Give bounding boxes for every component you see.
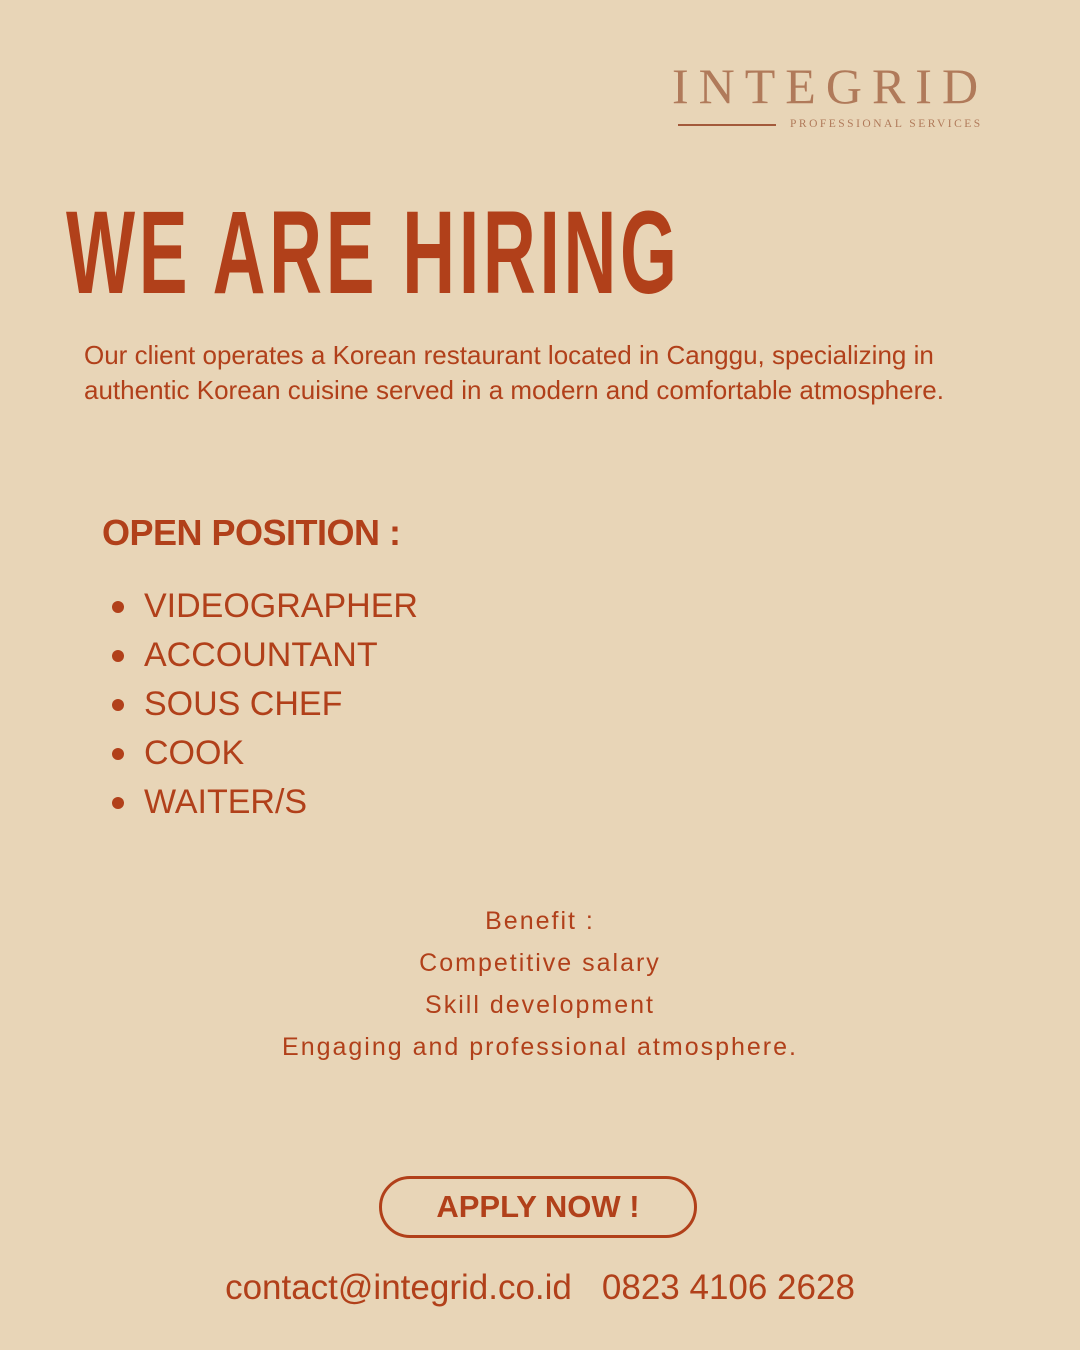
list-item <box>112 680 418 729</box>
apply-now-button[interactable]: APPLY NOW ! <box>379 1176 697 1238</box>
position-label: WAITER/S <box>144 783 308 821</box>
position-label: SOUS CHEF <box>144 685 343 723</box>
benefit-item: Engaging and professional atmosphere. <box>282 1033 798 1061</box>
bullet-icon <box>112 699 124 711</box>
headline: WE ARE HIRING <box>66 187 681 319</box>
bullet-icon <box>112 601 124 613</box>
benefit-item: Competitive salary <box>419 949 661 977</box>
bullet-icon <box>112 797 124 809</box>
bullet-icon <box>112 650 124 662</box>
list-item <box>112 582 418 631</box>
list-item <box>112 778 418 827</box>
contact-phone[interactable]: 0823 4106 2628 <box>601 1268 855 1307</box>
position-label: ACCOUNTANT <box>144 636 378 674</box>
contact-line <box>0 1268 1080 1308</box>
contact-email[interactable]: contact@integrid.co.id <box>225 1268 572 1307</box>
bullet-icon <box>112 748 124 760</box>
position-label: VIDEOGRAPHER <box>144 587 418 625</box>
position-label: COOK <box>144 734 245 772</box>
position-list <box>112 582 418 827</box>
list-item <box>112 729 418 778</box>
benefits-title: Benefit : <box>485 907 595 935</box>
logo-wordmark: INTEGRID <box>672 58 989 114</box>
open-position-title: OPEN POSITION : <box>102 512 401 553</box>
brand-logo <box>672 58 1017 130</box>
benefits-section <box>0 900 1080 1068</box>
intro-text: Our client operates a Korean restaurant located in Canggu, specializing in authentic Korean cuisine served in a modern and comfortable atmosphere. <box>84 340 944 405</box>
list-item <box>112 631 418 680</box>
logo-divider <box>678 124 776 126</box>
benefit-item: Skill development <box>425 991 655 1019</box>
logo-tagline: PROFESSIONAL SERVICES <box>790 118 983 130</box>
